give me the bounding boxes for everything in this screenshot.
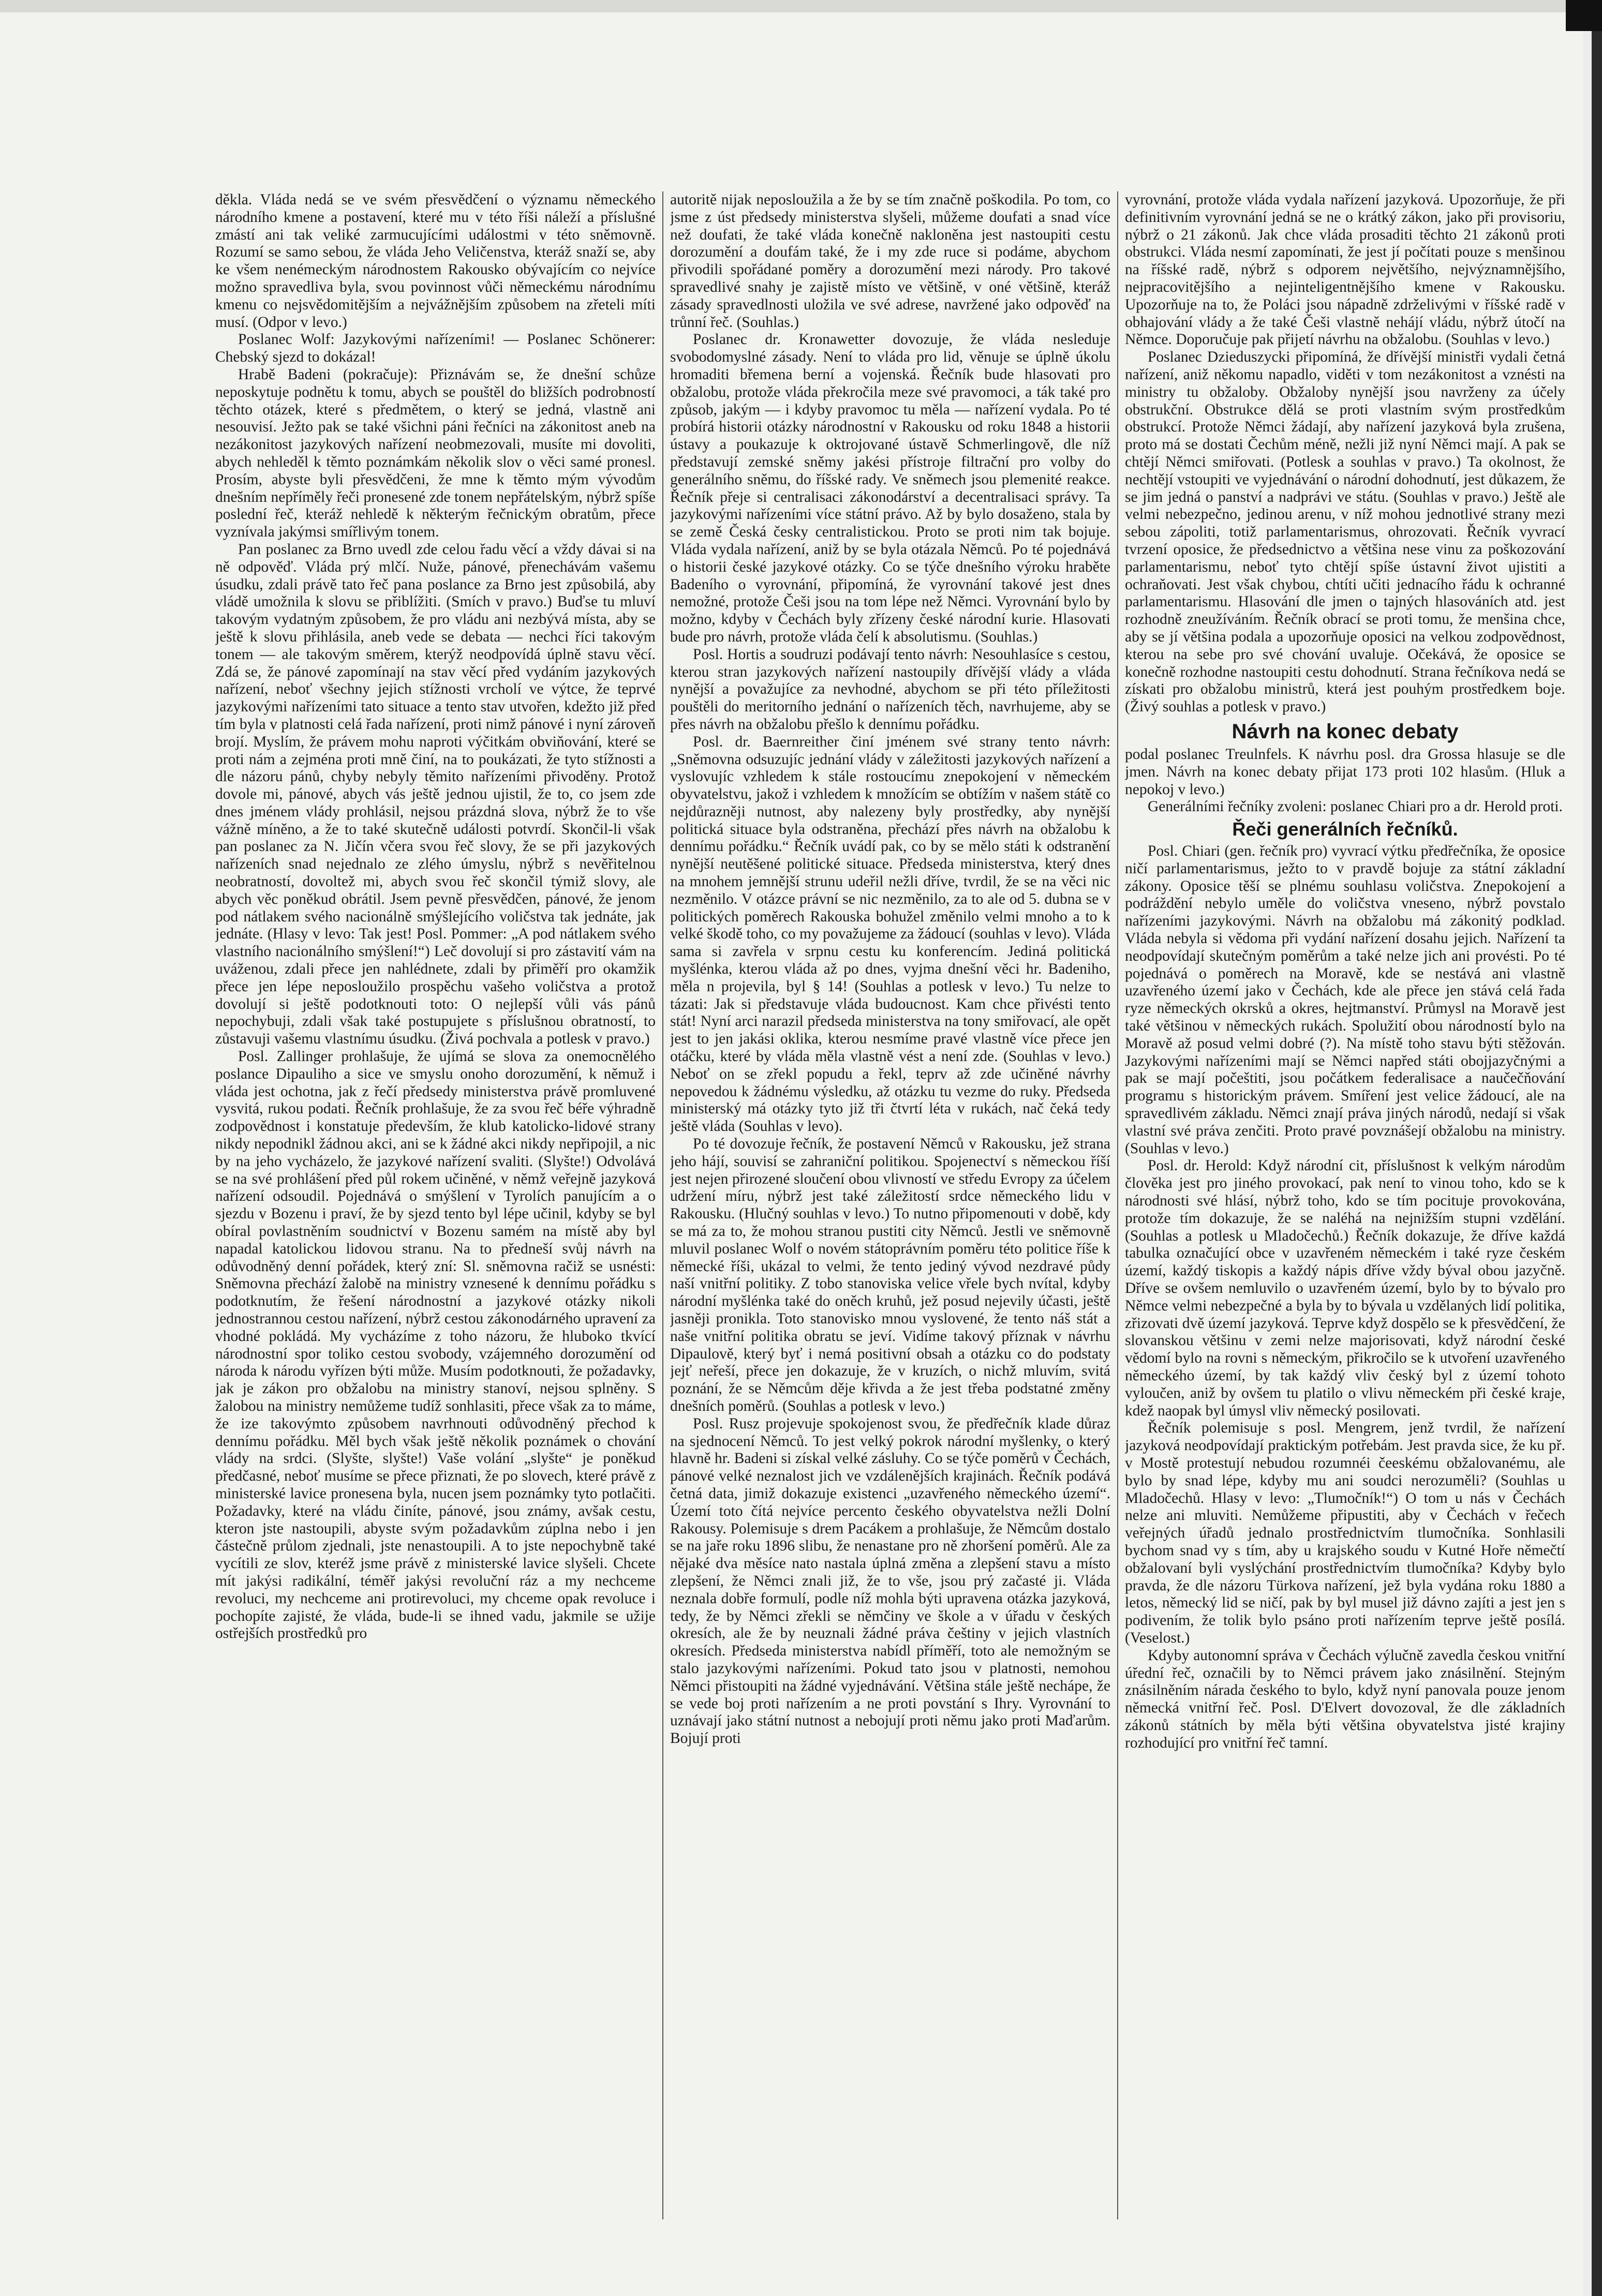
paragraph: Posl. Chiari (gen. řečník pro) vyvrací výtku předřečníka, že oposice ničí parlamentarismus, ježto to v pravdě bojuje za státní základní zákony. Oposice těší se plnému souhlasu voličstva. Znepokojení a podráždění nebylo uměle do voličstva vneseno, nýbrž povstalo nařízeními jazykovými. Návrh na obžalobu má zákonitý podklad. Vláda nebyla si vědoma při vydání nařízení dosahu jejich. Nařízení ta neodpovídají skutečným poměrům a také nelze jich ani provésti. Po té pojednává o poměrech na Moravě, kde se nestává ani vlastně uzavřeného území jako v Čechách, kde ale přece jen stává celá řada ryze německých okrsků a okres, hejtmanství. Průmysl na Moravě jest také většinou v německých rukách. Spolužití obou národností bylo na Moravě až posud velmi dobré (?). Na místě toho stavu býti stěžován. Jazykovými nařízeními mají se Němci napřed státi obojjazyčnými a pak se mají počeštiti, jsou počátkem federalisace a naučečňování programu s historickým právem. Smíření jest velice žádoucí, ale na spravedlivém základu. Němci znají práva jiných národů, nedají si však vlastní své práva zenčiti. Proto pravé povznášejí obžalobu na ministry. (Souhlas v levo.) (1125, 843, 1565, 1157)
column-1 (215, 191, 656, 2219)
column-divider (1117, 191, 1118, 2219)
paragraph: Posl. dr. Baernreither činí jménem své strany tento návrh: „Sněmovna odsuzujíc jednání vlády v záležitosti jazykových nařízení a vyslovujíc vzhledem k stále rostoucímu znepokojení v německém obyvatelstvu, jakož i vzhledem k množícím se obtížím v našem státě co nejdůrazněji nutnost, aby nalezeny byly prostředky, aby nynější politická situace byla odstraněna, přechází přes návrh na obžalobu k dennímu pořádku.“ Řečník uvádí pak, co by se mělo státi k odstranění nynější neutěšené politické situace. Předseda ministerstva, který dnes na mnohem jemnější strunu udeřil nežli dříve, tvrdil, že se na věci nic nezměnilo. V otázce právní se nic nezměnilo, za to ale od 5. dubna se v politických poměrech Rakouska bohužel změnilo velmi mnoho a to k velké škodě toho, co my považujeme za žádoucí (souhlas v levo). Vláda sama si zavřela v srpnu cestu ku konferencím. Jediná politická myšlénka, kterou vláda až po dnes, vyjma dnešní věci hr. Badeniho, měla n projevila, byl § 14! (Souhlas a potlesk v levo.) Tu nelze to tázati: Jak si představuje vláda budoucnost. Kam chce přivésti tento stát! Nyní arci narazil předseda ministerstva na tony smiřovací, ale opět jest to jen jakási oklika, kterou nesmíme pravé vlastně více přece jen otáčku, které by vláda měla vlastně vést a není zde. (Souhlas v levo.) Neboť on se zřekl popudu a řekl, teprv až zde učiněné návrhy nepovedou k žádnému výsledku, až otázku tu vezme do ruky. Předseda ministerský má otázky tyto již tři čtvrtí léta v rukách, nač čeká tedy ještě vláda (Souhlas v levo). (670, 733, 1110, 1135)
paragraph: Po té dovozuje řečník, že postavení Němců v Rakousku, jež strana jeho hájí, souvisí se zahraniční politikou. Spojenectví s německou říší jest nejen přirozené sloučení obou vlivností ve středu Evropy za účelem udržení míru, nýbrž jest také záležitostí srdce německého lidu v Rakousku. (Hlučný souhlas v levo.) To nutno připomenouti v době, kdy se má za to, že mohou stranou pustiti city Němců. Jestli ve sněmovně mluvil poslanec Wolf o novém státoprávním poměru této politice říše k německé říši, ukázal to velmi, že tento jediný vývod nezdravé půdy naší vnitřní politiky. Z tobo stanoviska velice vřele bych nvítal, kdyby národní myšlénka také do oněch kruhů, jež posud nejevily účasti, ještě jasněji pronikla. Toto stanovisko mnou vyslovené, že tento náš stát a naše vnitřní politika obratu se jeví. Vidíme takový příznak v návrhu Dipaulově, který byť i nemá positivní obsah a otázku co do podstaty jejť neřeší, přece jen dokazuje, že v kruzích, o nichž mluvím, svitá poznání, že se Němcům děje křivda a že jest třeba podstatné změny dnešních poměrů. (Souhlas a potlesk v levo.) (670, 1136, 1110, 1414)
paragraph: Posl. dr. Herold: Když národní cit, příslušnost k velkým národům člověka jest pro jiného provokací, pak není to vinou toho, kdo se k národnosti své hlásí, nýbrž toho, kdo se tím pocituje provokována, protože tím dokazuje, že se naléhá na nejnižším stupni vzdělání. (Souhlas a potlesk u Mladočechů.) Řečník dokazuje, že dříve každá tabulka označující obce v uzavřeném německém i také ryze českém území, každý tiskopis a každý nápis dříve vždy býval obou jazyčně. Dříve se ovšem nemluvilo o uzavřeném území, bylo by to bývalo pro Němce velmi nebezpečné a byla by to bývala u vzdělaných lidí politika, zřizovati dvě území jazyková. Teprve když dospělo se k přesvědčení, že slovanskou většinu v zemi nelze majorisovati, když národní české vědomí bylo na rovni s německým, přikročilo se k utvoření uzavřeného německého území, by tak každý vliv český byl z území tohoto vyloučen, aniž by ovšem tu platilo o vlivu německém při české kraje, kdež naopak byl úmysl vliv německý posilovati. (1125, 1157, 1565, 1419)
paragraph: Řečník polemisuje s posl. Mengrem, jenž tvrdil, že nařízení jazyková neodpovídají praktickým potřebám. Jest pravda sice, že ku př. v Mostě protestují nebudou rozumnéi čeeskému obžalovanému, ale bylo by snad lépe, kdyby mu ani soudci nerozuměli? (Souhlas u Mladočechů. Hlasy v levo: „Tlumočník!“) O tom u nás v Čechách nelze ani mluviti. Nemůžeme připustiti, aby v Čechách v řečech veřejných úřadů jednalo prostřednictvím tlumočníka. Sonhlasili bychom snad vy s tím, aby u krajského soudu v Kutné Hoře němečtí obžalovaní byli vyslýchání prostřednictvím tlumočníka? Kdyby bylo pravda, že dle názoru Türkova nařízení, jež byla vydána roku 1880 a letos, německý lid se ničí, pak by byl musel již dávno zajíti a jest jen s podivením, že tolik bylo psáno proti nařízením teprve ještě posílá. (Veselost.) (1125, 1420, 1565, 1646)
column-2 (670, 191, 1110, 2219)
paragraph: Poslanec dr. Kronawetter dovozuje, že vláda nesleduje svobodomyslné zásady. Není to vláda pro lid, věnuje se úplně úkolu hromaditi břemena berní a vojenská. Řečník bude hlasovati pro obžalobu, protože vláda překročila meze své pravomoci, a ták také pro způsob, jakým — i kdyby pravomoc tu měla — nařízení vydala. Po té probírá historii otázky národnostní v Rakousku od roku 1848 a historii ústavy a poukazuje k oktrojované ústavě Schmerlingově, dle níž představují zemské sněmy jakési přístroje filtrační pro volby do generálního sněmu, do říšské rady. Ve sněmech jsou plemenité reakce. Řečník přeje si centralisaci zákonodárství a decentralisaci správy. Ta jazykovými nařízeními více státní právo. Až by bylo dosaženo, stala by se země Česká česky centralistickou. Proto se proti nim tak bojuje. Vláda vydala nařízení, aniž by se byla otázala Němců. Po té pojednává o historii české jazykové otázky. Co se týče dnešního výroku hraběte Badeního o vyrovnání, připomíná, že vyrovnání takové jest dnes nemožné, protože Češi jsou na tom lépe než Němci. Vyrovnání bylo by možno, kdyby v Čechách byly zřízeny české národní kurie. Hlasovati bude pro návrh, protože vláda čelí k absolutismu. (Souhlas.) (670, 331, 1110, 645)
scan-edge (0, 0, 1602, 12)
paragraph: Generálními řečníky zvoleni: poslanec Chiari pro a dr. Herold proti. (1148, 798, 1563, 815)
column-divider (662, 191, 663, 2219)
section-heading: Návrh na konec debaty (1232, 720, 1459, 743)
paragraph: Posl. Hortis a soudruzi podávají tento návrh: Nesouhlasíce s cestou, kterou stran jazykových nařízení nastoupily dřívější vlády a vláda nynější a považujíce za nevhodné, abychom se při této příležitosti pouštěli do meritorního jednání o nařízeních těch, navrhujeme, aby se přes návrh na obžalobu přešlo k dennímu pořádku. (670, 646, 1110, 733)
paragraph: děkla. Vláda nedá se ve svém přesvědčení o významu německého národního kmene a postavení, které mu v této říši náleží a příslušné zmástí ani tak veliké zarmucujícími událostmi v této sněmovně. Rozumí se samo sebou, že vláda Jeho Veličenstva, kteráž snaží se, aby ke všem nenémeckým národnostem Rakousko obývajícím co nejvíce možno spravedliva byla, svou povinnost vůči německému národnímu kmenu co nejsvědomitějším a nejvážnějším způsobem na zřeteli míti musí. (Odpor v levo.) (215, 191, 656, 331)
paragraph: Posl. Rusz projevuje spokojenost svou, že předřečník klade důraz na sjednocení Němců. To jest velký pokrok národní myšlenky, o který hlavně hr. Badeni si získal velké zásluhy. Co se týče poměrů v Čechách, pánové velké neznalost jich ve vzdálenějších krajinách. Řečník podává četná data, jimiž dokazuje existenci „uzavřeného německého území“. Území toto čítá nejvíce percento českého obyvatelstva nežli Dolní Rakousy. Polemisuje s drem Pacákem a prohlašuje, že Němcům dostalo se na jaře roku 1896 slibu, že nenastane pro ně zhoršení poměrů. Ale za nějaké dva měsíce nato nastala úplná změna a zlepšení stavu a místo zlepšení, že Němci znali již, že to vše, jsou prý začasté ji. Vláda neznala dobře formulí, podle níž mohla býti upravena otázka jazyková, tedy, že by Němci zřekli se němčiny ve škole a v úřadu v českých okresích, ale že by neuznali žádné práva češtiny v jejich vlastních okresích. Předseda ministerstva nabídl příměří, toto ale nemožným se stalo jazykovými nařízeními. Pokud tato jsou v platnosti, nemohou Němci přistoupiti na žádné vyjednávání. Většina stále ještě nechápe, že se vede boj proti nařízením a ne proti povstání s Ihry. Vyrovnání to uznávají jako státní nutnost a nebojují proti němu jako proti Maďarům. Bojují proti (670, 1415, 1110, 1747)
paragraph: Kdyby autonomní správa v Čechách výlučně zavedla českou vnitřní úřední řeč, označili by to Němci právem jako znásilnění. Stejným znásilněním nárada českého to bylo, když nyní panovala pouze jenom německá vnitřní řeč. Posl. D'Elvert dovozoval, že dle základních zákonů státních by měla býti většina obyvatelstva jisté krajiny rozhodující pro vnitřní řeč tamní. (1125, 1647, 1565, 1751)
paragraph: podal poslanec Treulnfels. K návrhu posl. dra Grossa hlasuje se dle jmen. Návrh na konec debaty přijat 173 proti 102 hlasům. (Hluk a nepokoj v levo.) (1125, 746, 1565, 798)
section-heading: Řeči generálních řečníků. (1232, 818, 1458, 840)
text-columns (215, 191, 1566, 2219)
paragraph: autoritě nijak neposloužila a že by se tím značně poškodila. Po tom, co jsme z úst předsedy ministerstva slyšeli, můžeme doufati a snad více než doufati, že také vláda konečně nakloněna jest nastoupiti cestu dorozumění a doufám také, že i my zde ruce si podáme, abychom přivodili spořádané poměry a dorozumění mezi národy. Pro takové spravedlivé snahy je zajistě místo ve většině, v oné většině, kteráž zásady spravedlnosti uložila ve své adrese, navržené jako odpověď na trůnní řeč. (Souhlas.) (670, 191, 1110, 331)
scan-corner (1566, 0, 1602, 31)
paragraph: Hrabě Badeni (pokračuje): Přiznávám se, že dnešní schůze neposkytuje podnětu k tomu, abych se pouštěl do bližších podrobností těchto otázek, které s předmětem, o který se jedná, vlastně ani nesouvisí. Ježto pak se také všichni páni řečníci na zákonitost aneb na nezákonitost jazykových nařízení neobmezovali, musíte mi dovoliti, abych nehleděl k těmto poznámkám několik slov o věci samé pronesl. Prosím, abyste byli přesvědčeni, že mne k těmto mým vývodům dnešním nepříměly řeči pronesené zde tonem nepřátelským, nýbrž spíše poslední řeč, kteráž nehledě k některým řečnickým obratům, přece vyznívala jakýmsi smířlivým tonem. (215, 366, 656, 541)
scan-binding-edge (1592, 0, 1602, 2296)
paragraph: Pan poslanec za Brno uvedl zde celou řadu věcí a vždy dávai si na ně odpověď. Vláda prý mlčí. Nuže, pánové, přenechávám vašemu úsudku, zdali právě tato řeč pana poslance za Brno jest způsobilá, aby vládě umožnila k slovu se přiblížiti. (Smích v pravo.) Buďse tu mluví takovým vydatným způsobem, že pro vládu ani nezbývá místa, aby se ještě k slovu přihlásila, aneb vede se debata — nechci říci takovým tonem — ale takovým směrem, kterýž neodpovídá úplně stavu věcí. Zdá se, že pánové zapomínají na stav věcí před vydáním jazykových nařízení, neboť všechny jejich stížnosti vrcholí ve výtce, že teprvé jazykovými nařízeními tato situace a tento stav utvořen, kdežto již před tím byla v platnosti celá řada nařízení, proti nimž pánové i nyní zároveň brojí. Myslím, že právem mohu naproti výčitkám obviňování, které se proti nám a zejména proti mně činí, na to poukázati, že tyto stížnosti a dle názoru pánů, chyby nebyly těmito nařízeními přivoděny. Protož dovole mi, pánové, abych vás ještě jednou ujistil, že to, co jsem zde dnes jménem vlády prohlásil, nejsou prázdná slova, nýbrž že to vše vážně míněno, a že to také skutečně události potvrdí. Skončil-li však pan poslanec za N. Jičín včera svou řeč slovy, že se při jazykových nařízeních snad nejednalo ze zlého úmyslu, nýbrž s nevěřitelnou neobratností, dovoltež mi, abych svou řeč skončil týmiž slovy, ale abych věc poněkud obrátil. Jsem pevně přesvědčen, pánové, že jenom pod nátlakem svého nacionálně smýšlejícího voličstva tak jednáte, jak jednáte. (Hlasy v levo: Tak jest! Posl. Pommer: „A pod nátlakem svého vlastního nacionálního smýšlení!“) Leč dovolují si pro zástavití vám na uváženou, zdali přece jen nahlédnete, zdali by přiměří pro okamžik přece jen lépe neposloužilo prospěchu vašeho voličstva a protož dovolují si ještě podotknouti toto: O nejlepší vůli vás pánů nepochybuji, zdali však také postupujete s příslušnou obratností, to zůstavuji vašemu vlastnímu úsudku. (Živá pochvala a potlesk v pravo.) (215, 541, 656, 1048)
paragraph: Poslanec Dzieduszycki připomíná, že dřívější ministři vydali četná nařízení, aniž někomu napadlo, viděti v tom nezákonitost a vznésti na ministry tu obžaloby. Obžaloby nynější jsou navrženy za účely obstrukční. Obstrukce dělá se proti vlastním svým prostředkům obstrukcí. Protože Němci žádají, aby nařízení jazyková byla zrušena, proto má se dostati Čechům méně, nežli již nyní Němci mají. A pak se chtějí Němci smiřovati. (Potlesk a souhlas v pravo.) Ta okolnost, že nechtějí vstoupiti ve vyjednávání o národní dohodnutí, jest důkazem, že se jim jedná o panství a nadprávi ve státu. (Souhlas v pravo.) Ještě ale velmi nebezpečno, jedinou arenu, v níž mohou jednotlivé strany mezi sebou zápoliti, totiž parlamentarismus, ohrozovati. Řečník vyvrací tvrzení oposice, že předsednictvo a většina nese vinu za poškozování parlamentarismu, neboť tyto chtějí spíše ústavní život ujistiti a ochraňovati. Jest však chybou, chtíti učiti jednacího řádu k ochranné parlamentarismu. Hlasování dle jmen o tajných hlasováních atd. jest rozhodně zneužíváním. Řečník obrací se proti tomu, že menšina chce, aby se jí většina podala a upozorňuje oposici na velkou zodpovědnost, kterou na sebe pro své chování uvaluje. Očekává, že oposice se konečně rozhodne nastoupiti cestu dohodnutí. Strana řečníkova nedá se získati pro obžalobu ministrů, která jest pouhým prostředkem boje. (Živý souhlas a potlesk v pravo.) (1125, 349, 1565, 715)
paragraph: Poslanec Wolf: Jazykovými nařízeními! — Poslanec Schönerer: Chebský sjezd to dokázal! (215, 331, 656, 366)
paragraph: Posl. Zallinger prohlašuje, že ujímá se slova za onemocnělého poslance Dipauliho a sice ve smyslu onoho dorozumění, k němuž i vláda jest ochotna, jak z řečí předsedy ministerstva právě promluvené vysvitá, rukou podati. Řečník prohlašuje, že za svou řeč béře výhradně zodpovědnost i konstatuje především, že klub katolicko-lidové strany nikdy nepodnikl žádnou akci, ani se k žádné akci nikdy nepřipojil, a nic by na jeho vycházelo, že jazykové nařízení svaliti. (Slyšte!) Odvolává se na své prohlášení před půl rokem učiněné, v němž veřejně jazyková nařízení odsoudil. Pojednává o smýšlení v Tyrolích panujícím a o sjezdu v Bozenu i praví, že by sjezd tento byl lépe učinil, kdyby se byl obíral povlastněním soudnictví v Bozenu samém na místě aby byl napadal katolickou lidovou stranu. Na to předneší svůj návrh na odůvodněný denní pořádek, který zní: Sl. sněmovna račiž se usnésti: Sněmovna přechází žalobě na ministry vznesené k dennímu pořádku s podotknutím, že řešení národnostní a jazykové otázky nikoli jednostrannou cestou nařízení, nýbrž cestou zákonodárného upravení za vhodné pokládá. My vycházíme z toho názoru, že hluboko tkvící národnostní spor toliko cestou svobody, vzájemného dorozumění od národa k národu vyřízen býti může. Musím podotknouti, že požadavky, jak je zákon pro obžalobu na ministry stanoví, nejsou splněny. S žalobou na ministry nemůžeme tudíž sonhlasiti, přece však za to máme, že ize takovýmto způsobem navrhnouti odůvodněný přechod k dennímu pořádku. Měl bych však ještě několik poznámek o chování vlády na srdci. (Slyšte, slyšte!) Vaše volání „slyšte“ je poněkud předčasné, neboť musíme se přece přiznati, že po slovech, které právě z ministerské lavice pronesena byla, nucen jsem poznámky tyto potlačiti. Požadavky, které na vládu činíte, pánové, jsou známy, avšak cestu, kteron jste nastoupili, abyste svým požadavkům zúplna nebo i jen částečně průlom zjednali, jste nenastoupili. A to jste nepochybně také vycítili ze slov, kteréž jsme právě z ministerské lavice slyšeli. Chcete mít jakýsi radikální, téměř jakýsi revoluční ráz a my nechceme revoluci, my nechceme ani protirevoluci, my chceme opak revoluce i pochopíte zajisté, že vláda, bude-li se ihned vadu, jakmile se užije ostřejších prostředků pro (215, 1048, 656, 1642)
column-3 (1125, 191, 1565, 2219)
paragraph: vyrovnání, protože vláda vydala nařízení jazyková. Upozorňuje, že při definitivním vyrovnání jedná se ne o krátký zákon, jako při provisoriu, nýbrž o 21 zákonů. Jak chce vláda prosaditi těchto 21 zákonů proti obstrukci. Vláda nesmí zapomínati, že jest jí počítati pouze s menšinou na říšské radě, nýbrž s odporem největšího, nejvýznamnějšího, nejpracovitějšího a nejinteligentnějšího kmene v Rakousku. Upozorňuje na to, že Poláci jsou nápadně zdrželivými v říšské radě v obhajování vlády a že také Češi vlastně nehájí vládu, nýbrž útočí na Němce. Doporučuje pak přijetí návrhu na obžalobu. (Souhlas v levo.) (1125, 191, 1565, 348)
